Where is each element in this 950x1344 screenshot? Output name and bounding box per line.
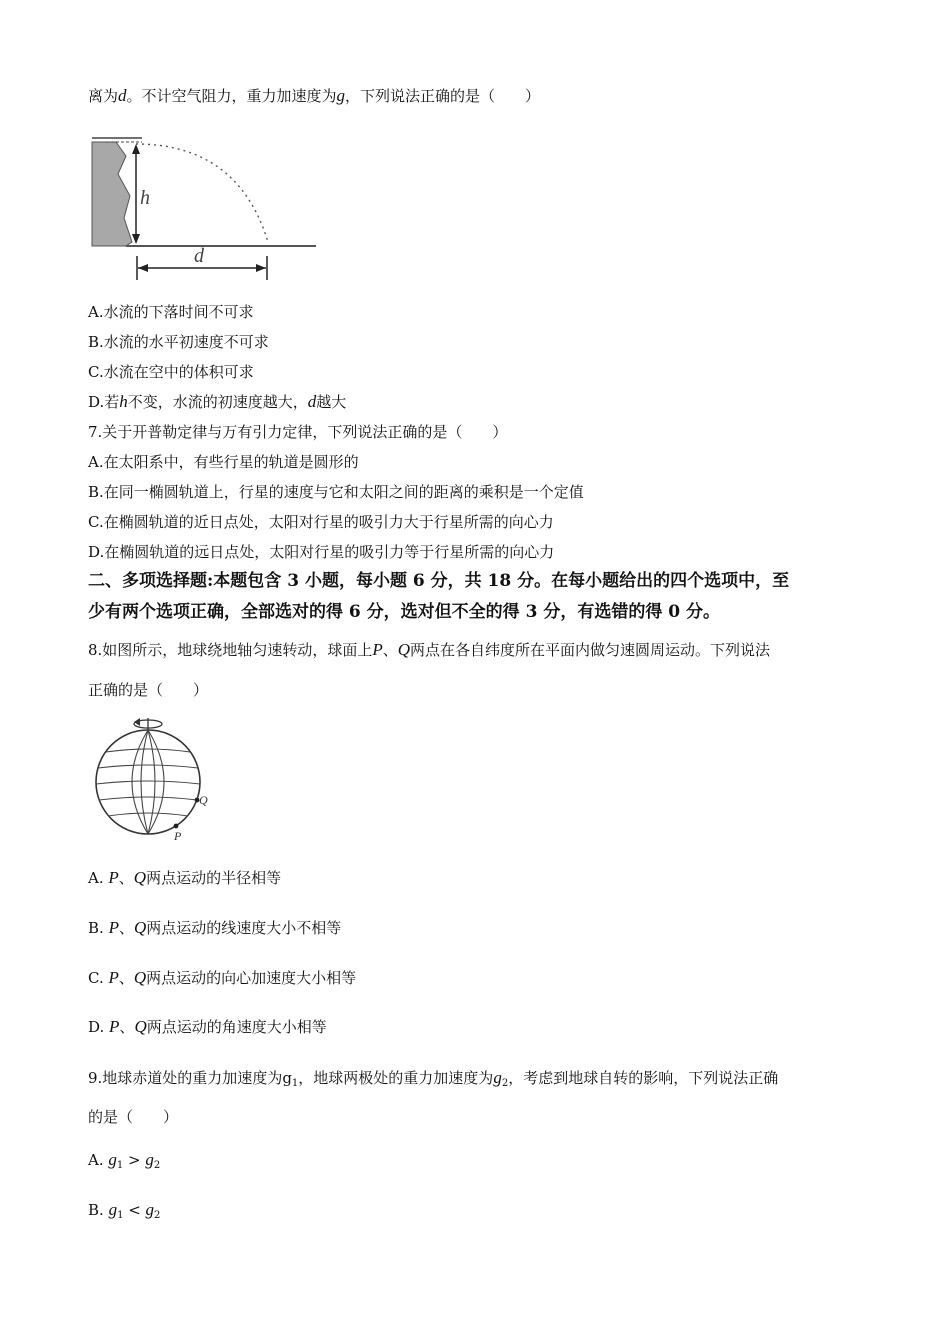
q6-stem-tail — [88, 86, 540, 106]
var-g: g — [493, 1068, 502, 1087]
q9-stem-line2: 的是（ ） — [88, 1108, 179, 1126]
q9-b-prefix: B. — [88, 1201, 109, 1219]
q8-a-prefix: A. — [88, 869, 109, 887]
q9-stem-text-1: 9.地球赤道处的重力加速度为g — [88, 1069, 292, 1087]
q8-option-d — [88, 1017, 327, 1037]
q6-d-text-2: 不变，水流的初速度越大， — [127, 393, 308, 411]
q9-stem-line1 — [88, 1068, 778, 1094]
q9-stem-text-2: ，地球两极处的重力加速度为 — [298, 1069, 494, 1087]
q6-option-b: B.水流的水平初速度不可求 — [88, 333, 269, 351]
q8-option-c — [88, 968, 356, 988]
distance-arrow-head-right — [256, 264, 266, 272]
q8-stem-text-2: 两点在各自纬度所在平面内做匀速圆周运动。下列说法 — [410, 641, 771, 659]
var-p: P — [109, 1017, 120, 1036]
var-p: P — [108, 918, 119, 937]
q9-option-a — [88, 1150, 160, 1176]
q8-c-sep: 、 — [118, 969, 134, 987]
q7-option-a: A.在太阳系中，有些行星的轨道是圆形的 — [88, 453, 359, 471]
globe-figure — [86, 712, 214, 844]
longitude-lines — [132, 730, 164, 834]
subscript-1: 1 — [291, 1078, 299, 1089]
q8-option-b — [88, 918, 341, 938]
point-q-label: Q — [199, 793, 208, 807]
subscript-1: 1 — [116, 1160, 124, 1171]
q8-d-text: 两点运动的角速度大小相等 — [146, 1018, 327, 1036]
var-p: P — [108, 868, 119, 887]
q8-stem-line1 — [88, 640, 770, 660]
var-p: P — [108, 968, 119, 987]
q6-option-a: A.水流的下落时间不可求 — [88, 303, 254, 321]
q8-c-prefix: C. — [88, 969, 109, 987]
var-q: Q — [134, 1017, 147, 1036]
subscript-2: 2 — [501, 1078, 509, 1089]
subscript-2: 2 — [153, 1160, 161, 1171]
q8-c-text: 两点运动的向心加速度大小相等 — [146, 969, 357, 987]
water-trajectory — [136, 144, 268, 242]
q7-option-c: C.在椭圆轨道的近日点处，太阳对行星的吸引力大于行星所需的向心力 — [88, 513, 554, 531]
q8-stem-text-1: 8.如图所示，地球绕地轴匀速转动，球面上 — [88, 641, 373, 659]
q8-d-prefix: D. — [88, 1018, 110, 1036]
greater-than-sign: > — [123, 1151, 146, 1169]
q8-stem-sep: 、 — [382, 641, 398, 659]
q8-stem-line2: 正确的是（ ） — [88, 681, 209, 699]
q6-stem-text-1: 离为 — [88, 87, 119, 105]
point-p-label: P — [174, 829, 182, 843]
q9-a-prefix: A. — [88, 1151, 109, 1169]
q9-option-b — [88, 1200, 160, 1226]
q6-d-text-3: 越大 — [316, 393, 347, 411]
section2-heading-line1: 二、多项选择题:本题包含 3 小题，每小题 6 分，共 18 分。在每小题给出的四个选项中，至 — [88, 571, 790, 591]
var-d: d — [307, 392, 317, 411]
q8-option-a — [88, 868, 281, 888]
q6-d-text-1: D.若 — [88, 393, 120, 411]
q7-option-b: B.在同一椭圆轨道上，行星的速度与它和太阳之间的距离的乘积是一个定值 — [88, 483, 584, 501]
var-q: Q — [397, 640, 411, 659]
subscript-2: 2 — [154, 1210, 161, 1221]
subscript-1: 1 — [117, 1210, 124, 1221]
q8-b-prefix: B. — [88, 919, 109, 937]
q8-a-text: 两点运动的半径相等 — [146, 869, 282, 887]
q8-a-sep: 、 — [118, 869, 134, 887]
var-q: Q — [133, 968, 147, 987]
cliff — [92, 142, 132, 246]
height-label: h — [140, 187, 150, 209]
q6-stem-text-3: ，下列说法正确的是（ ） — [345, 87, 541, 105]
height-arrow-head-top — [132, 144, 140, 154]
var-p: P — [372, 640, 383, 659]
distance-arrow-head-left — [138, 264, 148, 272]
q6-stem-text-2: 。不计空气阻力，重力加速度为 — [126, 87, 337, 105]
section2-heading-line2: 少有两个选项正确，全部选对的得 6 分，选对但不全的得 3 分，有选错的得 0 分。 — [88, 602, 720, 622]
q6-option-d — [88, 392, 346, 412]
var-g: g — [108, 1150, 117, 1169]
distance-label: d — [194, 245, 204, 267]
q8-d-sep: 、 — [119, 1018, 135, 1036]
q6-option-c: C.水流在空中的体积可求 — [88, 363, 254, 381]
height-arrow-head-bottom — [132, 234, 140, 244]
q8-b-sep: 、 — [118, 919, 134, 937]
q9-stem-text-3: ，考虑到地球自转的影响，下列说法正确 — [508, 1069, 779, 1087]
var-d: d — [118, 86, 127, 105]
var-g: g — [145, 1150, 154, 1169]
var-g: g — [336, 86, 346, 105]
var-g: g — [108, 1200, 118, 1219]
latitude-lines — [96, 749, 200, 816]
q7-stem: 7.关于开普勒定律与万有引力定律，下列说法正确的是（ ） — [88, 423, 508, 441]
point-p-dot — [174, 824, 179, 829]
less-than-sign: < — [123, 1201, 146, 1219]
waterfall-figure — [88, 130, 320, 285]
var-q: Q — [133, 868, 147, 887]
var-h: h — [119, 392, 128, 411]
var-q: Q — [133, 918, 147, 937]
q8-b-text: 两点运动的线速度大小不相等 — [146, 919, 342, 937]
var-g: g — [145, 1200, 155, 1219]
q7-option-d: D.在椭圆轨道的远日点处，太阳对行星的吸引力等于行星所需的向心力 — [88, 543, 555, 561]
